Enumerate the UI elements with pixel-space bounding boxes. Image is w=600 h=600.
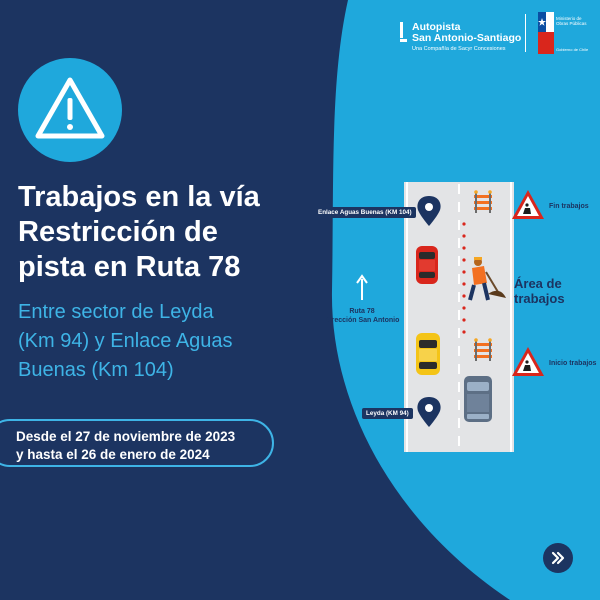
warning-triangle-icon	[18, 58, 122, 162]
subtitle	[18, 298, 318, 385]
logo-tagline: Una Compañía de Sacyr Concesiones	[412, 46, 506, 52]
date-line: y hasta el 26 de enero de 2024	[16, 447, 210, 462]
car-icon	[416, 246, 438, 284]
autopista-logo-mark-icon	[398, 22, 407, 44]
date-range-text	[16, 428, 235, 464]
title-line: Restricción de	[18, 216, 218, 248]
location-tag-top: Enlace Aguas Buenas (KM 104)	[314, 207, 416, 218]
location-tag-bottom: Leyda (KM 94)	[362, 408, 413, 419]
route-direction: Dirección San Antonio	[324, 317, 400, 324]
work-area-line: Área de	[514, 276, 562, 291]
work-area-line: trabajos	[514, 291, 565, 306]
title-line: Trabajos en la vía	[18, 181, 260, 213]
route-name: Ruta 78	[349, 308, 375, 315]
subtitle-line: Entre sector de Leyda	[18, 301, 214, 323]
logo-name-line1: Autopista	[412, 21, 461, 33]
title-line: pista en Ruta 78	[18, 251, 241, 283]
double-chevron-right-icon	[543, 543, 573, 573]
logo-name-line2: San Antonio-Santiago	[412, 32, 522, 44]
car-icon	[416, 333, 440, 375]
ministry-logo	[538, 12, 588, 54]
work-area-label	[514, 276, 565, 306]
logo-divider	[525, 14, 526, 52]
date-line: Desde el 27 de noviembre de 2023	[16, 429, 236, 444]
next-button[interactable]	[543, 543, 573, 573]
ministry-name: Ministerio de Obras Públicas	[556, 16, 587, 26]
subtitle-line: (Km 94) y Enlace Aguas	[18, 330, 233, 352]
government-label: Gobierno de Chile	[556, 47, 589, 52]
end-works-label: Fin trabajos	[549, 203, 589, 210]
page-title	[18, 180, 318, 285]
car-icon	[464, 376, 492, 422]
start-works-label: Inicio trabajos	[549, 360, 597, 367]
route-direction-label	[318, 307, 406, 325]
subtitle-line: Buenas (Km 104)	[18, 359, 174, 381]
